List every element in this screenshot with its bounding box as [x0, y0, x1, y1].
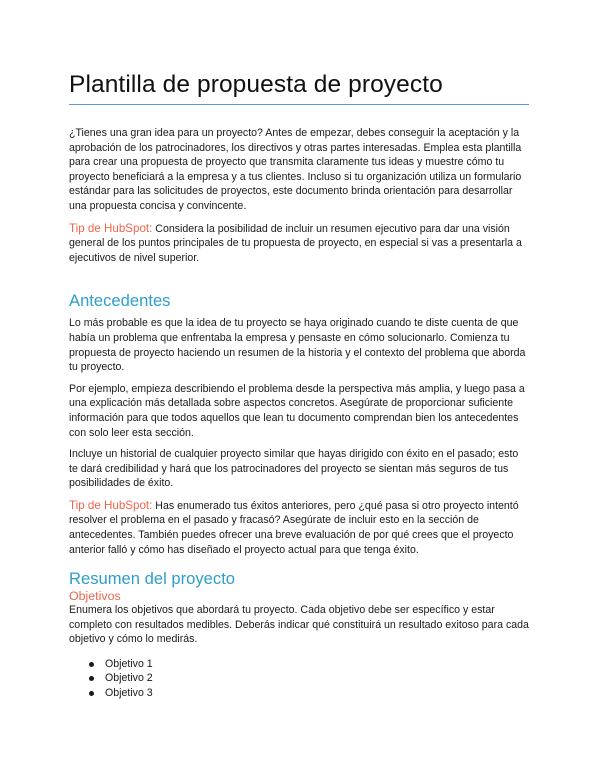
tip-text: Has enumerado tus éxitos anteriores, pero ¿qué pasa si otro proyecto intentó resolver el problema en el pasado y fracasó? Asegúrate de incluir esto en la sección de antecedentes. También puedes ofrecer una breve evaluación de por qué crees que el proyecto anterior falló y cómo has diseñado el proyecto actual para que tenga éxito.: [69, 499, 519, 556]
section-heading-resumen: Resumen del proyecto: [69, 569, 236, 589]
list-item: Objetivo 3: [105, 686, 529, 700]
objetivos-paragraph: Enumera los objetivos que abordará tu proyecto. Cada objetivo debe ser específico y estar completo con resultados medibles. Deberás indicar qué constituirá un resultado exitoso para cada objetivo y cómo lo medirás.: [69, 604, 529, 646]
list-item: Objetivo 2: [105, 671, 529, 685]
tip-text: Considera la posibilidad de incluir un resumen ejecutivo para dar una visión general de los puntos principales de tu propuesta de proyecto, en especial si vas a presentarla a ejecutivos de nivel superior.: [69, 222, 522, 264]
antecedentes-paragraph-3: Incluye un historial de cualquier proyecto similar que hayas dirigido con éxito en el pasado; esto te dará credibilidad y hará que los patrocinadores del proyecto se sientan más seguros de tus posibilidades de éxito.: [69, 448, 519, 490]
tip-label: Tip de HubSpot:: [69, 498, 153, 512]
subheading-objetivos: Objetivos: [69, 589, 121, 604]
hubspot-tip-1: [69, 222, 529, 266]
antecedentes-paragraph-1: Lo más probable es que la idea de tu proyecto se haya originado cuando te diste cuenta de que había un problema que enfrentaba la empresa y pensaste en cómo solucionarlo. Comienza tu propuesta de proyecto haciendo un resumen de la historia y el contexto del problema que aborda tu proyecto.: [69, 317, 526, 374]
document-title: Plantilla de propuesta de proyecto: [69, 70, 529, 105]
list-item: Objetivo 1: [105, 657, 529, 671]
section-heading-antecedentes: Antecedentes: [69, 291, 171, 311]
tip-label: Tip de HubSpot:: [69, 221, 153, 235]
objectives-list: [69, 657, 529, 700]
hubspot-tip-2: [69, 499, 529, 557]
intro-paragraph: ¿Tienes una gran idea para un proyecto? Antes de empezar, debes conseguir la aceptación y la aprobación de los patrocinadores, los directivos y otras partes interesadas. Emplea esta plantilla para crear una propuesta de proyecto que transmita claramente tus ideas y muestre cómo tu proyecto beneficiará a la empresa y a tus clientes. Incluso si tu organización utiliza un formulario estándar para las solicitudes de proyectos, este documento brinda orientación para desarrollar una propuesta concisa y convincente.: [69, 127, 522, 212]
antecedentes-paragraph-2: Por ejemplo, empieza describiendo el problema desde la perspectiva más amplia, y luego pasa a una explicación más detallada sobre aspectos concretos. Asegúrate de proporcionar suficiente información para que todos aquellos que lean tu documento comprendan bien los antecedentes con solo leer esta sección.: [69, 382, 525, 439]
document-page: [69, 70, 529, 700]
